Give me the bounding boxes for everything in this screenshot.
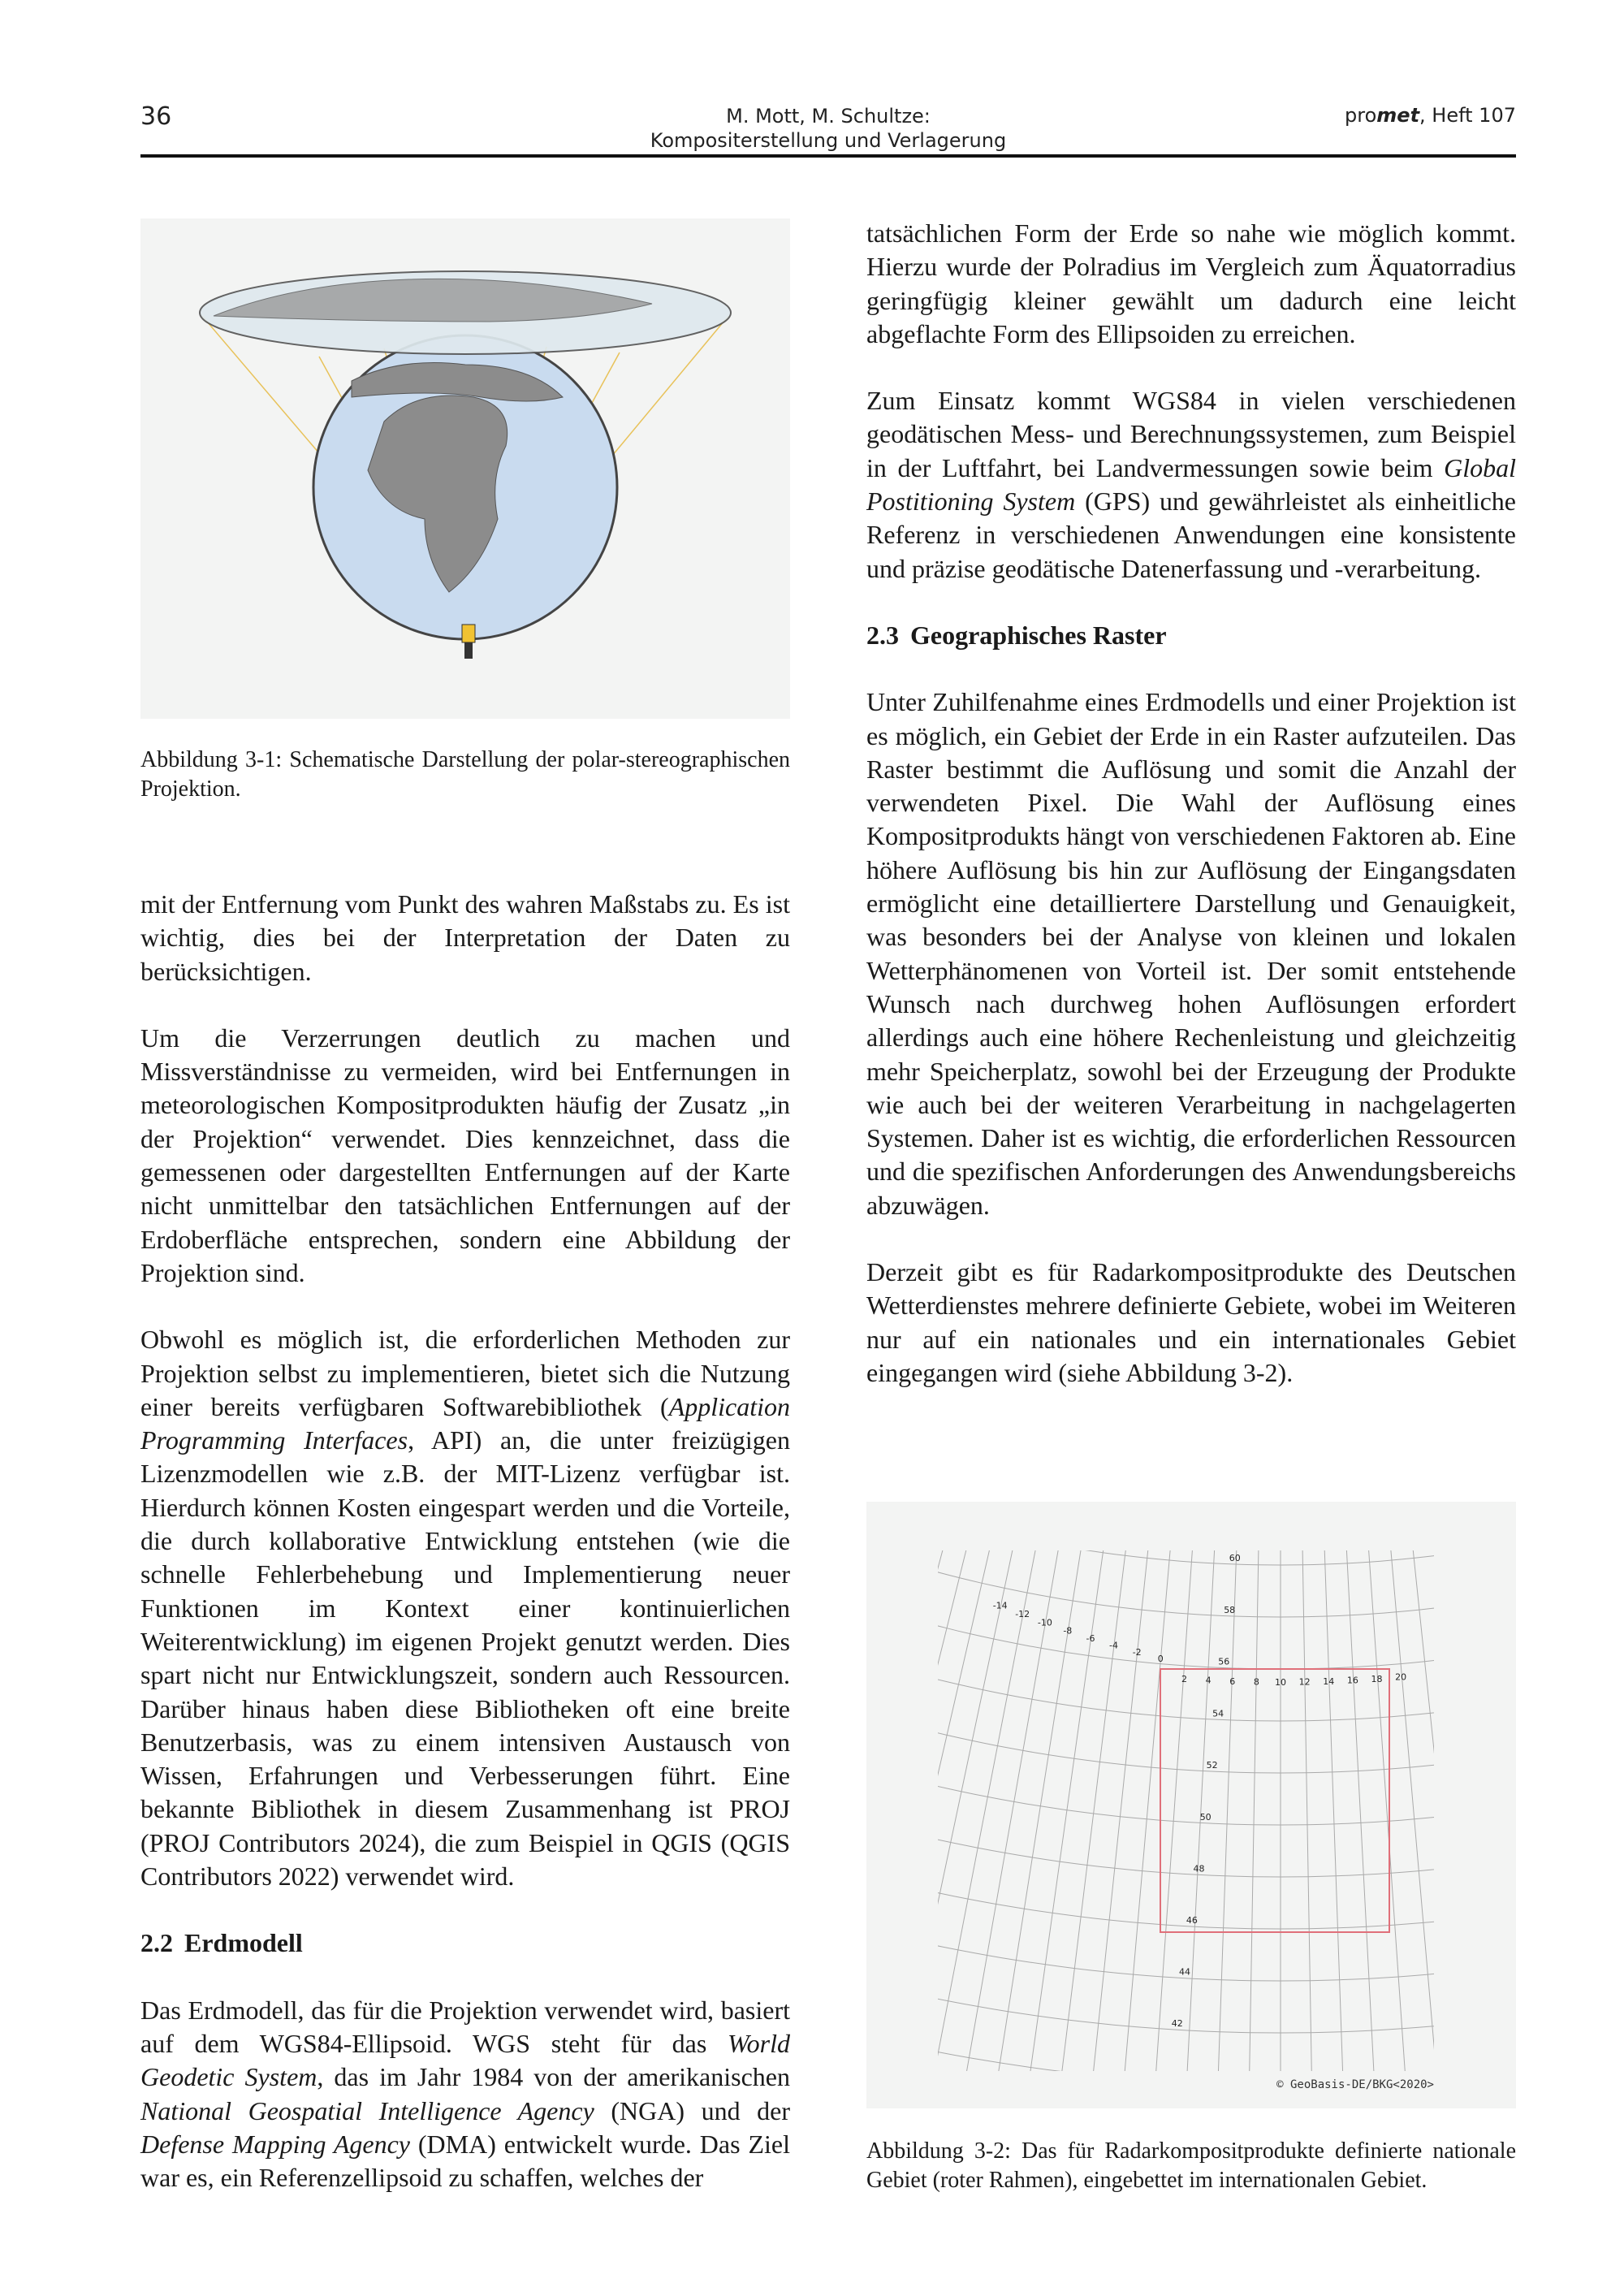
- left-paragraphs-2: [140, 1994, 790, 2195]
- parallel-line: [866, 1632, 1516, 1721]
- parallel-line: [866, 1502, 1516, 1565]
- page-number: 36: [140, 102, 172, 131]
- longitude-label: 14: [1323, 1676, 1335, 1687]
- paragraph: [140, 1323, 790, 1893]
- meridian-line: [1358, 1502, 1413, 2108]
- text-run: Derzeit gibt es für Radarkompositprodukte des Deutschen Wetterdienstes mehrere definierte Gebiete, wobei im Weiteren nur auf ein nationales und ein internationales Gebiet eingegangen wird (siehe Abbildung 3-2).: [866, 1257, 1516, 1387]
- parallel-line: [866, 1879, 1516, 1981]
- latitude-label: 46: [1186, 1915, 1198, 1926]
- meridian-line: [866, 1502, 897, 2075]
- longitude-label: 0: [1157, 1654, 1164, 1664]
- meridian-line: [1397, 1502, 1479, 2108]
- journal-name: [1345, 104, 1516, 127]
- text-run: (GPS) und gewährleistet als einheitliche Referenz in verschiedenen Anwendungen eine konsistente und präzise geodätische Datenerfassung und -verarbeitung.: [866, 486, 1517, 583]
- text-run: tatsächlichen Form der Erde so nahe wie möglich kommt. Hierzu wurde der Polradius im Vergleich zum Äquatorradius geringfügig kleiner gewählt um dadurch eine leicht abgeflachte Form des Ellipsoiden zu erreichen.: [866, 218, 1516, 348]
- latitude-label: 56: [1218, 1656, 1230, 1667]
- meridian-line: [866, 1502, 1029, 2108]
- meridian-line: [866, 1502, 991, 2108]
- latitude-label: 60: [1229, 1553, 1241, 1563]
- light-source-icon: [462, 625, 475, 642]
- header-authors: M. Mott, M. Schultze:: [726, 105, 931, 128]
- latitude-label: 44: [1179, 1966, 1190, 1978]
- section-title: Erdmodell: [184, 1928, 303, 1958]
- figure-polar-stereographic: [140, 218, 790, 719]
- text-run: Obwohl es möglich ist, die erforderlichen Methoden zur Projektion selbst zu implementieren, bietet sich die Nutzung einer bereits verfügbaren Softwarebibliothek (: [140, 1325, 790, 1421]
- paragraph: [140, 1994, 790, 2195]
- latitude-label: 42: [1171, 2018, 1183, 2030]
- figure-radar-composite-areas: [866, 1502, 1516, 2108]
- latitude-label: 48: [1193, 1863, 1205, 1874]
- latitude-label: 54: [1212, 1708, 1224, 1719]
- longitude-label: 10: [1275, 1677, 1286, 1688]
- longitude-label: 16: [1346, 1675, 1358, 1686]
- figure1-caption: Abbildung 3-1: Schematische Darstellung der polar-stereographischen Projektion.: [140, 747, 790, 802]
- text-run: (NGA) und der: [594, 2095, 791, 2125]
- header-title: Kompositerstellung und Verlagerung: [650, 129, 1007, 152]
- meridian-line: [866, 1502, 1009, 2108]
- italic-term: Application Programming Interfaces: [140, 1391, 790, 1455]
- section-heading-2-2: [140, 1926, 790, 1960]
- paragraph: [866, 685, 1516, 1222]
- longitude-label: -4: [1109, 1640, 1118, 1651]
- text-run: Um die Verzerrungen deutlich zu machen und Missverständnisse zu vermeiden, wird bei Entfernungen in meteorologischen Kompositprodukten häufig der Zusatz „in der Projektion“ verwendet. Dies kennzeichnet, dass die gemessenen oder dargestellten Entfernungen auf der Karte nicht unmittelbar den tatsächlichen Entfernungen auf der Erdoberfläche entsprechen, sondern eine Abbildung der Projektion sind.: [140, 1023, 790, 1287]
- section-number: 2.3: [866, 620, 899, 650]
- meridian-line: [866, 1502, 934, 2096]
- meridian-line: [1148, 1502, 1203, 2108]
- latitude-label: 50: [1199, 1811, 1212, 1823]
- italic-term: World Geodetic System: [140, 2028, 790, 2092]
- meridian-line: [1475, 1502, 1516, 2108]
- meridian-line: [984, 1502, 1106, 2108]
- section-heading-2-3: [866, 619, 1516, 652]
- right-column: [866, 217, 1516, 1423]
- section-number: 2.2: [140, 1928, 173, 1958]
- longitude-label: 8: [1253, 1676, 1259, 1688]
- right-paragraphs: [866, 217, 1516, 586]
- meridian-line: [1514, 1502, 1516, 2108]
- text-run: Das Erdmodell, das für die Projektion verwendet wird, basiert auf dem WGS84-Ellipsoid. WGS steht für das: [140, 1995, 790, 2058]
- journal-issue: , Heft 107: [1419, 104, 1516, 127]
- header-rule: [140, 154, 1516, 158]
- text-run: Unter Zuhilfenahme eines Erdmodells und einer Projektion ist es möglich, ein Gebiet der Erde in ein Raster aufzuteilen. Das Raster bestimmt die Auflösung und somit die Anzahl der verwendeten Pixel. Die Wahl der Auflösung eines Kompositprodukts hängt von verschiedenen Faktoren ab. Eine höhere Auflösung bis hin zur Auflösung der Eingangsdaten ermöglicht eine detailliertere Darstellung und Genauigkeit, was besonders bei der Analyse von kleinen und lokalen Wetterphänomenen von Vorteil ist. Der somit entstehende Wunsch nach durchweg hohen Auflösungen erfordert allerdings auch eine höhere Rechenleistung und gleichzeitig mehr Speicherplatz, sowohl bei der Erzeugung der Produkte wie auch bei der weiteren Verarbeitung in nachgelagerten Systemen. Daher ist es wichtig, die erforderlichen Ressourcen und die spezifischen Anforderungen des Anwendungsbereichs abzuwägen.: [866, 687, 1516, 1220]
- meridian-line: [1247, 1502, 1261, 2108]
- running-header: [568, 104, 1088, 153]
- text-run: Zum Einsatz kommt WGS84 in vielen verschiedenen geodätischen Mess- und Berechnungssystemen, zum Beispiel in der Luftfahrt, bei Landvermessungen sowie beim: [866, 386, 1516, 482]
- longitude-label: -12: [1015, 1609, 1030, 1620]
- paragraph: [140, 1022, 790, 1290]
- journal-bold: met: [1376, 104, 1420, 127]
- longitude-label: 6: [1229, 1676, 1236, 1687]
- parallel-line: [866, 1928, 1516, 2033]
- meridian-line: [1378, 1502, 1445, 2108]
- meridian-line: [1494, 1502, 1516, 2108]
- figure2-caption: Abbildung 3-2: Das für Radarkompositprodukte definierte nationale Gebiet (roter Rahmen), eingebettet im internationalen Gebiet.: [866, 2138, 1516, 2193]
- meridian-line: [1339, 1502, 1380, 2108]
- meridian-line: [1456, 1502, 1516, 2108]
- graticule: [866, 1502, 1516, 2108]
- composite-area-map: [866, 1502, 1516, 2108]
- meridian-line: [1214, 1502, 1241, 2108]
- parallel-line: [866, 1782, 1516, 1877]
- parallel-line: [866, 2026, 1516, 2109]
- graticule-labels: [993, 1553, 1406, 2029]
- meridian-line: [886, 1502, 1047, 2108]
- section-title: Geographisches Raster: [910, 620, 1167, 650]
- longitude-label: -6: [1086, 1632, 1095, 1644]
- latitude-label: 52: [1206, 1760, 1218, 1771]
- meridian-line: [866, 1502, 952, 2106]
- meridian-line: [1115, 1502, 1182, 2108]
- paragraph: [866, 384, 1516, 586]
- meridian-line: [1300, 1502, 1314, 2108]
- paragraph: [140, 888, 790, 988]
- longitude-label: 18: [1371, 1673, 1383, 1684]
- meridian-line: [1181, 1502, 1222, 2108]
- globe-projection-illustration: [140, 218, 790, 719]
- meridian-line: [918, 1502, 1066, 2108]
- journal-pre: pro: [1345, 104, 1377, 127]
- copyright-notice: © GeoBasis-DE/BKG<2020>: [1276, 2078, 1434, 2091]
- text-run: , das im Jahr 1984 von der amerikanischen: [317, 2062, 791, 2092]
- longitude-label: 4: [1205, 1675, 1212, 1686]
- parallel-line: [866, 1502, 1516, 1513]
- longitude-label: -2: [1132, 1647, 1142, 1658]
- parallel-line: [866, 1684, 1516, 1773]
- meridian-line: [1436, 1502, 1516, 2108]
- italic-term: Defense Mapping Agency: [140, 2129, 410, 2159]
- right-paragraphs-2: [866, 685, 1516, 1390]
- parallel-line: [866, 1586, 1516, 1669]
- latitude-label: 58: [1224, 1604, 1236, 1615]
- italic-term: Global Postitioning System: [866, 452, 1516, 517]
- longitude-label: -10: [1037, 1617, 1052, 1628]
- text-run: (DMA) entwickelt wurde. Das Ziel war es, ein Referenzellipsoid zu schaffen, welches der: [140, 2129, 791, 2193]
- meridian-line: [1320, 1502, 1346, 2108]
- italic-term: National Geospatial Intelligence Agency: [140, 2095, 594, 2125]
- paragraph: [866, 217, 1516, 351]
- text-run: mit der Entfernung vom Punkt des wahren Maßstabs zu. Es ist wichtig, dies bei der Interpretation der Daten zu berücksichtigen.: [140, 889, 790, 986]
- light-source-handle: [464, 642, 473, 659]
- longitude-label: -14: [992, 1600, 1008, 1611]
- longitude-label: 2: [1181, 1673, 1187, 1684]
- meridian-line: [866, 1502, 916, 2086]
- longitude-label: 20: [1395, 1671, 1407, 1683]
- left-paragraphs: [140, 888, 790, 1893]
- meridian-line: [951, 1502, 1086, 2108]
- paragraph: [866, 1256, 1516, 1390]
- longitude-label: 12: [1298, 1676, 1311, 1688]
- longitude-label: -8: [1063, 1625, 1073, 1637]
- left-column: [140, 888, 790, 2228]
- text-run: , API) an, die unter freizügigen Lizenzmodellen wie z.B. der MIT-Lizenz verfügbar ist. Hierdurch können Kosten eingespart werden und die Vorteile, die durch kollaborative Entwicklung entstehen (wie die schnelle Fehlerbehebung und Implementierung neuer Funktionen im Kontext einer kontinuierlichen Weiterentwicklung) im eigenen Projekt genutzt werden. Dies spart nicht nur Entwicklungszeit, sondern auch Ressourcen. Darüber hinaus haben diese Bibliotheken oft eine breite Benutzerbasis, was zu einem intensiven Austausch von Wissen, Erfahrungen und Verbesserungen führt. Eine bekannte Bibliothek in diesem Zusammenhang ist PROJ (PROJ Contributors 2024), die zum Beispiel in QGIS (QGIS Contributors 2022) verwendet wird.: [140, 1425, 791, 1892]
